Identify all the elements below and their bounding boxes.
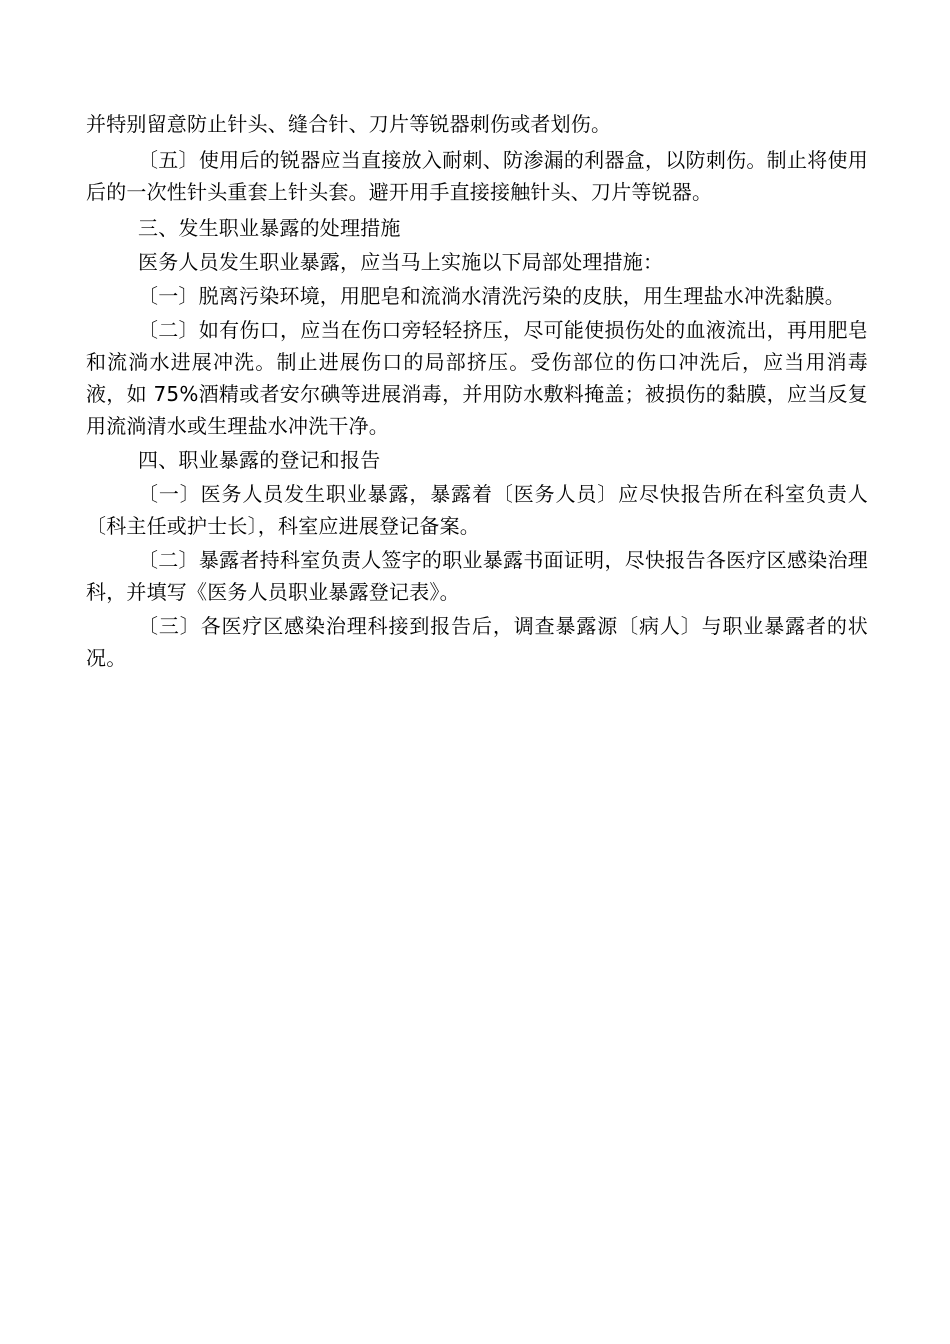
paragraph-item-two: 〔二〕如有伤口，应当在伤口旁轻轻挤压，尽可能使损伤处的血液流出，再用肥皂和流淌水进展冲洗。制止进展伤口的局部挤压。受伤部位的伤口冲洗后，应当用消毒液，如 75%酒精或者安尔碘等进展消毒，并用防水敷料掩盖；被损伤的黏膜，应当反复用流淌清水或生理盐水冲洗干净。 xyxy=(86,318,868,438)
paragraph-report-one: 〔一〕医务人员发生职业暴露，暴露着〔医务人员〕应尽快报告所在科室负责人〔科主任或护士长〕，科室应进展登记备案。 xyxy=(86,482,868,538)
paragraph-continuation: 并特别留意防止针头、缝合针、刀片等锐器刺伤或者划伤。 xyxy=(86,112,612,136)
section-heading-four: 四、职业暴露的登记和报告 xyxy=(138,448,381,472)
section-heading-three: 三、发生职业暴露的处理措施 xyxy=(138,216,401,240)
paragraph-item-five: 〔五〕使用后的锐器应当直接放入耐刺、防渗漏的利器盒，以防刺伤。制止将使用后的一次性针头重套上针头套。避开用手直接接触针头、刀片等锐器。 xyxy=(86,148,868,204)
paragraph-report-three: 〔三〕各医疗区感染治理科接到报告后，调查暴露源〔病人〕与职业暴露者的状况。 xyxy=(86,614,868,670)
paragraph-intro: 医务人员发生职业暴露，应当马上实施以下局部处理措施： xyxy=(138,250,664,274)
document-page xyxy=(86,108,868,674)
paragraph-item-one: 〔一〕脱离污染环境，用肥皂和流淌水清洗污染的皮肤，用生理盐水冲洗黏膜。 xyxy=(138,284,845,308)
paragraph-report-two: 〔二〕暴露者持科室负责人签字的职业暴露书面证明，尽快报告各医疗区感染治理科，并填写《医务人员职业暴露登记表》。 xyxy=(86,548,868,604)
